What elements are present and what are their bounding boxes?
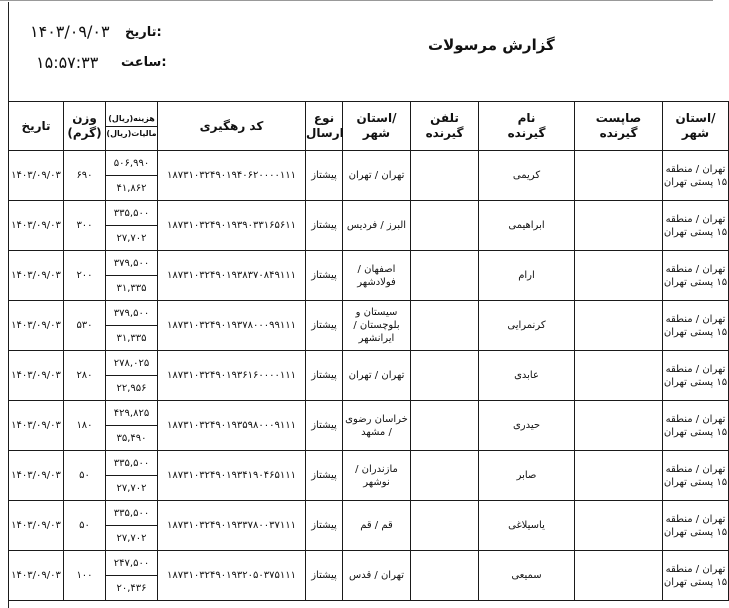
row-fee: ۴۲۹,۸۲۵	[113, 407, 150, 419]
time-value: ۱۵:۵۷:۳۳	[36, 53, 99, 72]
row-date: ۱۴۰۳/۰۹/۰۳	[9, 451, 64, 501]
row-fee-tax	[106, 301, 158, 351]
row-send-type: پیشتاز	[306, 501, 343, 551]
row-recipient-postcode	[575, 351, 663, 401]
row-send-type: پیشتاز	[306, 551, 343, 601]
table-header-row	[9, 102, 729, 151]
row-destination: تهران / تهران	[343, 151, 411, 201]
row-fee-tax	[106, 451, 158, 501]
row-date: ۱۴۰۳/۰۹/۰۳	[9, 301, 64, 351]
row-origin: تهران / منطقه ۱۵ پستی تهران	[663, 501, 729, 551]
row-recipient-phone	[411, 301, 479, 351]
row-tax: ۲۷,۷۰۲	[106, 525, 157, 550]
row-recipient-postcode	[575, 301, 663, 351]
row-recipient-phone	[411, 351, 479, 401]
row-tax: ۴۱,۸۶۲	[106, 175, 157, 200]
row-weight: ۱۸۰	[64, 401, 106, 451]
col-header-tracking: کد رهگیری	[158, 102, 306, 151]
row-origin: تهران / منطقه ۱۵ پستی تهران	[663, 201, 729, 251]
row-recipient-name: یاسیلاغی	[479, 501, 575, 551]
row-recipient-phone	[411, 151, 479, 201]
row-recipient-name: عابدی	[479, 351, 575, 401]
col-header-date: تاریخ	[9, 102, 64, 151]
row-fee-tax	[106, 401, 158, 451]
row-tax: ۲۷,۷۰۲	[106, 475, 157, 500]
row-destination: تهران / تهران	[343, 351, 411, 401]
row-fee: ۳۳۵,۵۰۰	[113, 207, 150, 219]
row-tracking-code: ۱۸۷۳۱۰۳۲۴۹۰۱۹۳۶۱۶۰۰۰۰۱۱۱	[158, 351, 306, 401]
table-row	[9, 351, 729, 401]
row-destination: مازندران / نوشهر	[343, 451, 411, 501]
row-recipient-phone	[411, 501, 479, 551]
col-header-weight: وزن (گرم)	[64, 102, 106, 151]
row-date: ۱۴۰۳/۰۹/۰۳	[9, 551, 64, 601]
table-row	[9, 551, 729, 601]
row-tracking-code: ۱۸۷۳۱۰۳۲۴۹۰۱۹۳۲۰۵۰۳۷۵۱۱۱	[158, 551, 306, 601]
col-header-origin-province: استان/ شهر	[663, 102, 729, 151]
col-header-tax: مالیات(ریال)	[106, 126, 157, 138]
row-fee: ۳۳۵,۵۰۰	[113, 507, 150, 519]
table-row	[9, 201, 729, 251]
row-date: ۱۴۰۳/۰۹/۰۳	[9, 351, 64, 401]
row-send-type: پیشتاز	[306, 451, 343, 501]
row-weight: ۶۹۰	[64, 151, 106, 201]
row-fee-tax	[106, 551, 158, 601]
row-tracking-code: ۱۸۷۳۱۰۳۲۴۹۰۱۹۳۸۳۷۰۸۴۹۱۱۱	[158, 251, 306, 301]
row-fee: ۵۰۶,۹۹۰	[113, 157, 150, 169]
top-border	[0, 0, 713, 1]
row-fee-tax	[106, 351, 158, 401]
row-origin: تهران / منطقه ۱۵ پستی تهران	[663, 351, 729, 401]
row-recipient-name: کرنمرایی	[479, 301, 575, 351]
row-destination: قم / قم	[343, 501, 411, 551]
row-date: ۱۴۰۳/۰۹/۰۳	[9, 251, 64, 301]
row-recipient-name: سمیعی	[479, 551, 575, 601]
row-send-type: پیشتاز	[306, 151, 343, 201]
row-weight: ۲۰۰	[64, 251, 106, 301]
row-fee: ۲۴۷,۵۰۰	[113, 557, 150, 569]
row-recipient-name: صابر	[479, 451, 575, 501]
row-tracking-code: ۱۸۷۳۱۰۳۲۴۹۰۱۹۳۳۷۸۰۰۳۷۱۱۱	[158, 501, 306, 551]
row-recipient-name: ابراهیمی	[479, 201, 575, 251]
row-recipient-postcode	[575, 151, 663, 201]
row-origin: تهران / منطقه ۱۵ پستی تهران	[663, 251, 729, 301]
row-recipient-phone	[411, 401, 479, 451]
row-origin: تهران / منطقه ۱۵ پستی تهران	[663, 401, 729, 451]
row-weight: ۵۰	[64, 501, 106, 551]
row-date: ۱۴۰۳/۰۹/۰۳	[9, 151, 64, 201]
row-send-type: پیشتاز	[306, 201, 343, 251]
col-header-dest-province: استان/ شهر	[343, 102, 411, 151]
table-row	[9, 251, 729, 301]
row-recipient-name: ارام	[479, 251, 575, 301]
time-label: ساعت:	[121, 55, 167, 70]
row-recipient-postcode	[575, 201, 663, 251]
col-header-send-type: نوع ارسال	[306, 102, 343, 151]
row-origin: تهران / منطقه ۱۵ پستی تهران	[663, 301, 729, 351]
row-tracking-code: ۱۸۷۳۱۰۳۲۴۹۰۱۹۳۴۱۹۰۴۶۵۱۱۱	[158, 451, 306, 501]
row-fee: ۳۷۹,۵۰۰	[113, 307, 150, 319]
col-header-recipient-name: نام گیرنده	[479, 102, 575, 151]
row-tracking-code: ۱۸۷۳۱۰۳۲۴۹۰۱۹۳۵۹۸۰۰۰۹۱۱۱	[158, 401, 306, 451]
row-fee: ۳۳۵,۵۰۰	[113, 457, 150, 469]
row-fee-tax	[106, 251, 158, 301]
row-fee-tax	[106, 501, 158, 551]
row-recipient-name: حیدری	[479, 401, 575, 451]
row-send-type: پیشتاز	[306, 401, 343, 451]
row-recipient-phone	[411, 251, 479, 301]
row-recipient-postcode	[575, 401, 663, 451]
row-weight: ۱۰۰	[64, 551, 106, 601]
row-weight: ۲۸۰	[64, 351, 106, 401]
row-tracking-code: ۱۸۷۳۱۰۳۲۴۹۰۱۹۳۷۸۰۰۰۹۹۱۱۱	[158, 301, 306, 351]
row-destination: خراسان رضوی / مشهد	[343, 401, 411, 451]
col-header-recipient-postcode: صاپست گیرنده	[575, 102, 663, 151]
row-origin: تهران / منطقه ۱۵ پستی تهران	[663, 451, 729, 501]
row-origin: تهران / منطقه ۱۵ پستی تهران	[663, 551, 729, 601]
row-origin: تهران / منطقه ۱۵ پستی تهران	[663, 151, 729, 201]
row-tax: ۳۱,۳۳۵	[106, 325, 157, 350]
row-recipient-postcode	[575, 251, 663, 301]
row-destination: تهران / قدس	[343, 551, 411, 601]
row-tax: ۳۱,۳۳۵	[106, 275, 157, 300]
shipments-table	[8, 101, 729, 601]
row-destination: البرز / فردیس	[343, 201, 411, 251]
row-recipient-phone	[411, 451, 479, 501]
row-destination: سیستان و بلوچستان / ایرانشهر	[343, 301, 411, 351]
row-fee: ۲۷۸,۰۲۵	[113, 357, 150, 369]
col-header-recipient-phone: تلفن گیرنده	[411, 102, 479, 151]
row-recipient-postcode	[575, 451, 663, 501]
row-fee-tax	[106, 151, 158, 201]
row-tax: ۲۷,۷۰۲	[106, 225, 157, 250]
row-tax: ۲۰,۴۳۶	[106, 575, 157, 600]
row-recipient-name: کریمی	[479, 151, 575, 201]
date-value: ۱۴۰۳/۰۹/۰۳	[30, 22, 110, 41]
row-recipient-phone	[411, 551, 479, 601]
table-row	[9, 451, 729, 501]
row-send-type: پیشتاز	[306, 251, 343, 301]
row-tax: ۲۲,۹۵۶	[106, 375, 157, 400]
row-weight: ۳۰۰	[64, 201, 106, 251]
col-header-fee-tax	[106, 102, 158, 151]
row-date: ۱۴۰۳/۰۹/۰۳	[9, 201, 64, 251]
row-weight: ۵۳۰	[64, 301, 106, 351]
row-tax: ۳۵,۴۹۰	[106, 425, 157, 450]
table-row	[9, 501, 729, 551]
report-title: گزارش مرسولات	[428, 36, 555, 54]
table-row	[9, 401, 729, 451]
row-date: ۱۴۰۳/۰۹/۰۳	[9, 501, 64, 551]
row-date: ۱۴۰۳/۰۹/۰۳	[9, 401, 64, 451]
date-label: تاریخ:	[125, 25, 162, 40]
row-recipient-postcode	[575, 551, 663, 601]
table-row	[9, 301, 729, 351]
table-row	[9, 151, 729, 201]
row-tracking-code: ۱۸۷۳۱۰۳۲۴۹۰۱۹۴۰۶۲۰۰۰۰۱۱۱	[158, 151, 306, 201]
row-fee: ۳۷۹,۵۰۰	[113, 257, 150, 269]
row-tracking-code: ۱۸۷۳۱۰۳۲۴۹۰۱۹۳۹۰۳۳۱۶۵۶۱۱	[158, 201, 306, 251]
row-recipient-phone	[411, 201, 479, 251]
row-fee-tax	[106, 201, 158, 251]
row-recipient-postcode	[575, 501, 663, 551]
row-send-type: پیشتاز	[306, 351, 343, 401]
row-destination: اصفهان / فولادشهر	[343, 251, 411, 301]
col-header-fee: هزینه(ریال)	[108, 114, 155, 123]
row-send-type: پیشتاز	[306, 301, 343, 351]
row-weight: ۵۰	[64, 451, 106, 501]
